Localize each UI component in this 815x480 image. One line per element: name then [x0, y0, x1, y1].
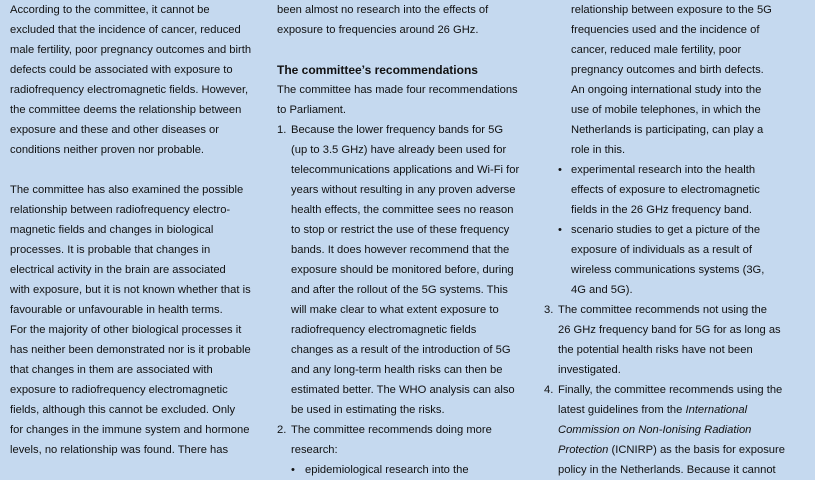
bullet-symbol: • — [558, 224, 562, 236]
list-item-line: policy in the Netherlands. Because it cannot — [558, 464, 776, 476]
list-item-line: The committee recommends doing more — [291, 424, 492, 436]
paragraph-line: favourable or unfavourable in health terms. — [10, 304, 223, 316]
list-item-line: 26 GHz frequency band for 5G for as long as — [558, 324, 781, 336]
paragraph-line: the committee deems the relationship between — [10, 104, 242, 116]
list-number: 2. — [277, 424, 287, 436]
list-item-line: the potential health risks have not been — [558, 344, 753, 356]
bullet-symbol: • — [558, 164, 562, 176]
paragraph-line: to Parliament. — [277, 104, 347, 116]
list-item-text: (ICNIRP) as the basis for exposure — [608, 444, 785, 456]
paragraph-line: levels, no relationship was found. There has — [10, 444, 229, 456]
list-item-line: radiofrequency electromagnetic fields — [291, 324, 477, 336]
bullet-item-line: effects of exposure to electromagnetic — [571, 184, 760, 196]
list-item-line: and after the rollout of the 5G systems. This — [291, 284, 508, 296]
paragraph-line: excluded that the incidence of cancer, reduced — [10, 24, 241, 36]
list-item-line — [558, 420, 751, 440]
list-item-line: Finally, the committee recommends using the — [558, 384, 783, 396]
list-item-line: telecommunications applications and Wi-Fi for — [291, 164, 520, 176]
paragraph-line: male fertility, poor pregnancy outcomes and birth — [10, 44, 252, 56]
bullet-item-line: wireless communications systems (3G, — [571, 264, 765, 276]
list-item-line: research: — [291, 444, 338, 456]
list-item-line: and any long-term health risks can then be — [291, 364, 503, 376]
paragraph-line: The committee has also examined the possible — [10, 184, 244, 196]
paragraph-line: radiofrequency electromagnetic fields. However, — [10, 84, 249, 96]
paragraph-line: For the majority of other biological processes it — [10, 324, 242, 336]
list-item-line: health effects, the committee sees no reason — [291, 204, 514, 216]
list-item-line: estimated better. The WHO analysis can also — [291, 384, 515, 396]
list-item-line: bands. It does however recommend that the — [291, 244, 510, 256]
list-item-line: Because the lower frequency bands for 5G — [291, 124, 504, 136]
bullet-item-line: use of mobile telephones, in which the — [571, 104, 761, 116]
list-number: 4. — [544, 384, 554, 396]
section-heading: The committee’s recommendations — [277, 63, 478, 77]
paragraph-line: exposure to radiofrequency electromagnetic — [10, 384, 228, 396]
paragraph-line: conditions neither proven nor probable. — [10, 144, 205, 156]
list-item-line: years without resulting in any proven adverse — [291, 184, 516, 196]
bullet-item-line: pregnancy outcomes and birth defects. — [571, 64, 764, 76]
list-item-line — [558, 440, 785, 460]
paragraph-line: exposure and these and other diseases or — [10, 124, 219, 136]
list-item-text: latest guidelines from the — [558, 404, 686, 416]
paragraph-line: The committee has made four recommendations — [277, 84, 518, 96]
list-item-line: investigated. — [558, 364, 621, 376]
paragraph-line: relationship between radiofrequency electro- — [10, 204, 231, 216]
italic-title: Commission on Non-Ionising Radiation — [558, 424, 752, 436]
list-item-line: (up to 3.5 GHz) have already been used for — [291, 144, 507, 156]
italic-title: International — [685, 404, 748, 416]
paragraph-line: According to the committee, it cannot be — [10, 4, 210, 16]
bullet-item-line: cancer, reduced male fertility, poor — [571, 44, 742, 56]
list-number: 3. — [544, 304, 554, 316]
italic-title: Protection — [558, 444, 609, 456]
list-item-line: The committee recommends not using the — [558, 304, 767, 316]
bullet-item-line: scenario studies to get a picture of the — [571, 224, 761, 236]
paragraph-line: that changes in them are associated with — [10, 364, 213, 376]
paragraph-line: defects could be associated with exposure to — [10, 64, 233, 76]
bullet-item-line: epidemiological research into the — [305, 464, 469, 476]
list-item-line: exposure should be monitored before, during — [291, 264, 514, 276]
bullet-item-line: fields in the 26 GHz frequency band. — [571, 204, 752, 216]
paragraph-line: magnetic fields and changes in biological — [10, 224, 214, 236]
list-number: 1. — [277, 124, 287, 136]
paragraph-line: for changes in the immune system and hormone — [10, 424, 250, 436]
list-item-line — [558, 400, 747, 420]
bullet-item-line: role in this. — [571, 144, 626, 156]
paragraph-line: exposure to frequencies around 26 GHz. — [277, 24, 479, 36]
bullet-item-line: Netherlands is participating, can play a — [571, 124, 764, 136]
paragraph-line: with exposure, but it is not known whether that is — [10, 284, 251, 296]
paragraph-line: has neither been demonstrated nor is it probable — [10, 344, 251, 356]
bullet-item-line: frequencies used and the incidence of — [571, 24, 760, 36]
bullet-item-line: 4G and 5G). — [571, 284, 633, 296]
bullet-item-line: An ongoing international study into the — [571, 84, 762, 96]
bullet-item-line: exposure of individuals as a result of — [571, 244, 752, 256]
list-item-line: will make clear to what extent exposure to — [291, 304, 499, 316]
list-item-line: to stop or restrict the use of these frequency — [291, 224, 510, 236]
bullet-item-line: relationship between exposure to the 5G — [571, 4, 772, 16]
paragraph-line: fields, although this cannot be excluded. Only — [10, 404, 236, 416]
bullet-item-line: experimental research into the health — [571, 164, 756, 176]
paragraph-line: electrical activity in the brain are associated — [10, 264, 226, 276]
bullet-symbol: • — [291, 464, 295, 476]
list-item-line: be used in estimating the risks. — [291, 404, 445, 416]
list-item-line: changes as a result of the introduction of 5G — [291, 344, 511, 356]
paragraph-line: been almost no research into the effects of — [277, 4, 489, 16]
paragraph-line: processes. It is probable that changes in — [10, 244, 211, 256]
